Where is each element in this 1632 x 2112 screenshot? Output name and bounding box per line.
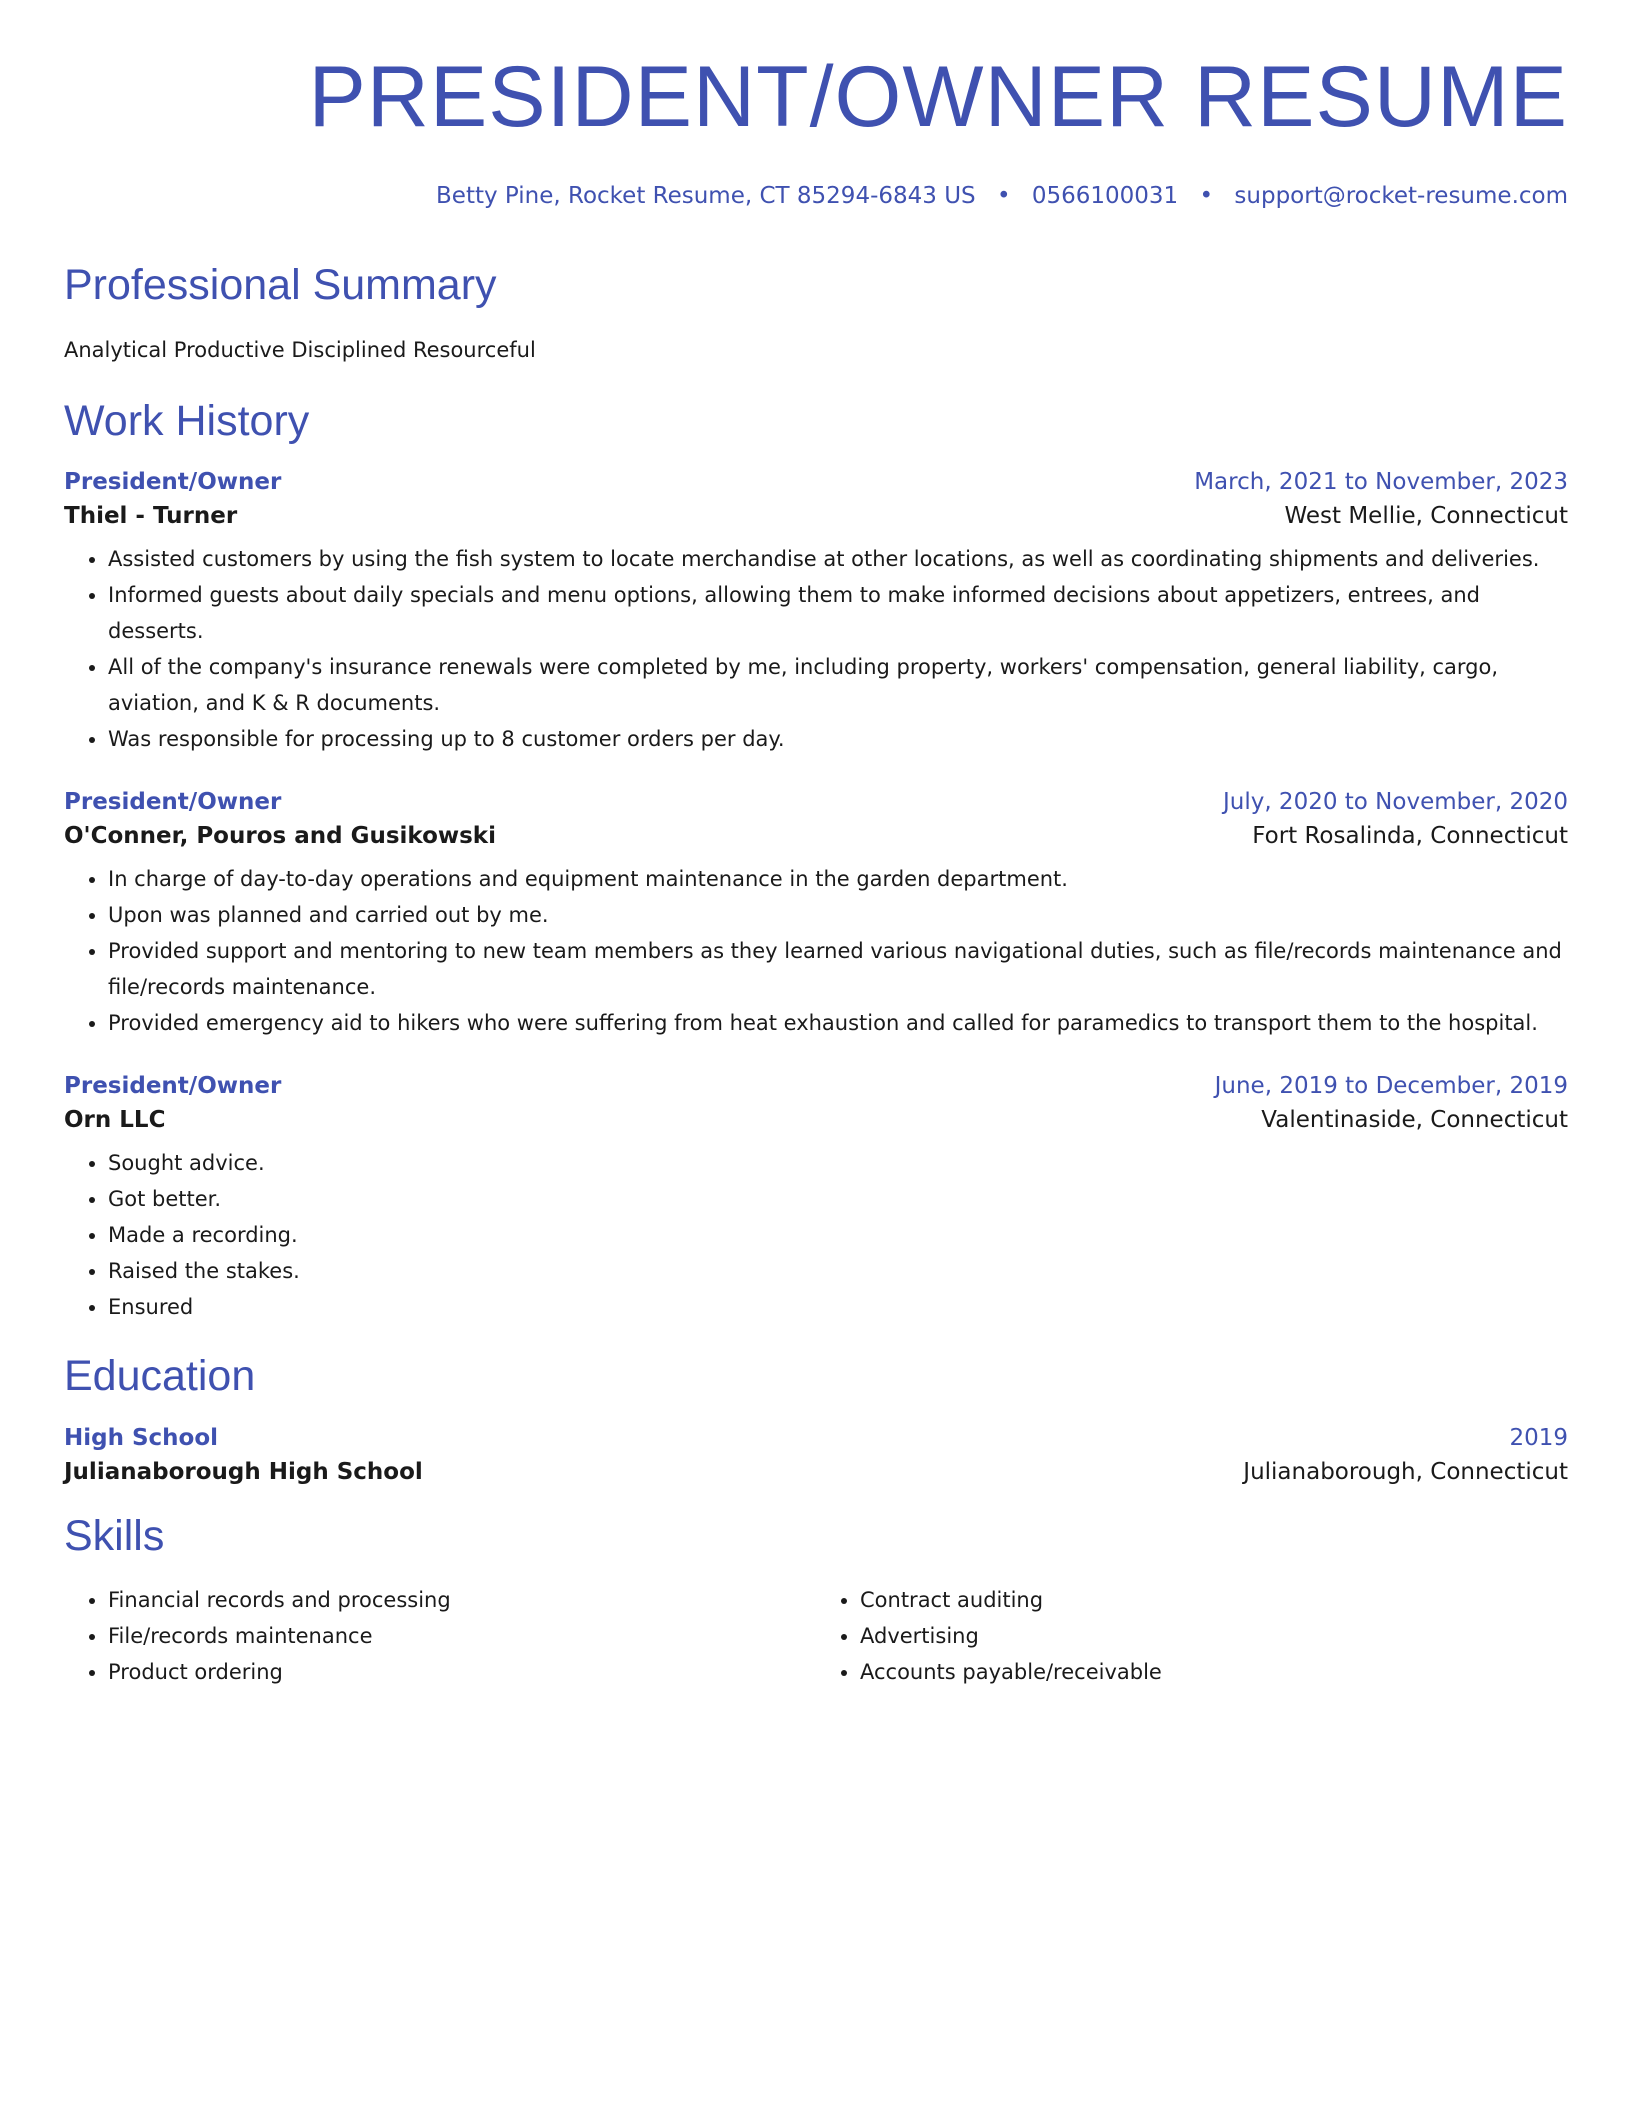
job-role: President/Owner	[64, 789, 282, 816]
job-bullet: • Ensured	[108, 1289, 1568, 1325]
job-bullet: • Assisted customers by using the fish system to locate merchandise at other locations, as well as coordinating shipments and deliveries.	[108, 541, 1568, 577]
skills-column-left	[64, 1582, 816, 1690]
skill-item: • Advertising	[860, 1618, 1568, 1654]
job-location: West Mellie, Connecticut	[1284, 503, 1568, 530]
job-employer: O'Conner, Pouros and Gusikowski	[64, 823, 496, 850]
job-location: Fort Rosalinda, Connecticut	[1252, 823, 1568, 850]
skills-list	[64, 1562, 1568, 1690]
contact-email[interactable]: support@rocket-resume.com	[1234, 183, 1568, 209]
job-bullet: • In charge of day-to-day operations and equipment maintenance in the garden department.	[108, 861, 1568, 897]
job-role: President/Owner	[64, 469, 282, 496]
contact-separator: •	[996, 183, 1011, 209]
job-bullet: • All of the company's insurance renewals were completed by me, including property, workers' compensation, general liability, cargo, aviation, and K & R documents.	[108, 649, 1568, 721]
job-bullet: • Upon was planned and carried out by me.	[108, 897, 1568, 933]
job-entry	[64, 1073, 1568, 1325]
job-bullets	[64, 861, 1568, 1041]
job-bullet: • Provided emergency aid to hikers who were suffering from heat exhaustion and called for paramedics to transport them to the hospital.	[108, 1005, 1568, 1041]
job-entry	[64, 469, 1568, 757]
contact-phone: 0566100031	[1031, 183, 1179, 209]
job-entry	[64, 789, 1568, 1041]
job-bullet: • Sought advice.	[108, 1145, 1568, 1181]
education-entry	[64, 1425, 1568, 1485]
job-dates: March, 2021 to November, 2023	[1194, 469, 1568, 496]
summary-text: Analytical Productive Disciplined Resourceful	[64, 337, 536, 362]
section-heading-skills: Skills	[64, 1511, 165, 1560]
job-bullet: • Raised the stakes.	[108, 1253, 1568, 1289]
contact-address: Betty Pine, Rocket Resume, CT 85294-6843 US	[436, 183, 976, 209]
job-dates: July, 2020 to November, 2020	[1222, 789, 1568, 816]
job-location: Valentinaside, Connecticut	[1261, 1107, 1568, 1134]
job-bullets	[64, 541, 1568, 757]
job-dates: June, 2019 to December, 2019	[1214, 1073, 1568, 1100]
resume-content	[64, 260, 1568, 1690]
contact-line	[436, 183, 1568, 209]
skills-column-right	[816, 1582, 1568, 1690]
education-school: Julianaborough High School	[64, 1458, 423, 1485]
resume-title: PRESIDENT/OWNER RESUME	[308, 49, 1568, 145]
job-bullet: • Got better.	[108, 1181, 1568, 1217]
job-bullet: • Provided support and mentoring to new team members as they learned various navigational duties, such as file/records maintenance and file/records maintenance.	[108, 933, 1568, 1005]
section-heading-summary: Professional Summary	[64, 261, 497, 309]
skill-item: • Product ordering	[108, 1654, 816, 1690]
job-employer: Orn LLC	[64, 1107, 166, 1134]
education-degree: High School	[64, 1424, 219, 1451]
skill-item: • Contract auditing	[860, 1582, 1568, 1618]
skill-item: • Financial records and processing	[108, 1582, 816, 1618]
job-bullet: • Informed guests about daily specials and menu options, allowing them to make informed decisions about appetizers, entrees, and desserts.	[108, 577, 1568, 649]
education-location: Julianaborough, Connecticut	[1243, 1458, 1568, 1485]
section-heading-education: Education	[64, 1352, 256, 1401]
section-heading-work: Work History	[64, 396, 310, 445]
job-bullet: • Was responsible for processing up to 8 customer orders per day.	[108, 721, 1568, 757]
education-year: 2019	[1509, 1424, 1568, 1451]
job-role: President/Owner	[64, 1073, 282, 1100]
job-bullets	[64, 1145, 1568, 1325]
job-bullet: • Made a recording.	[108, 1217, 1568, 1253]
job-employer: Thiel - Turner	[64, 503, 238, 530]
skill-item: • File/records maintenance	[108, 1618, 816, 1654]
skill-item: • Accounts payable/receivable	[860, 1654, 1568, 1690]
contact-separator: •	[1199, 183, 1214, 209]
